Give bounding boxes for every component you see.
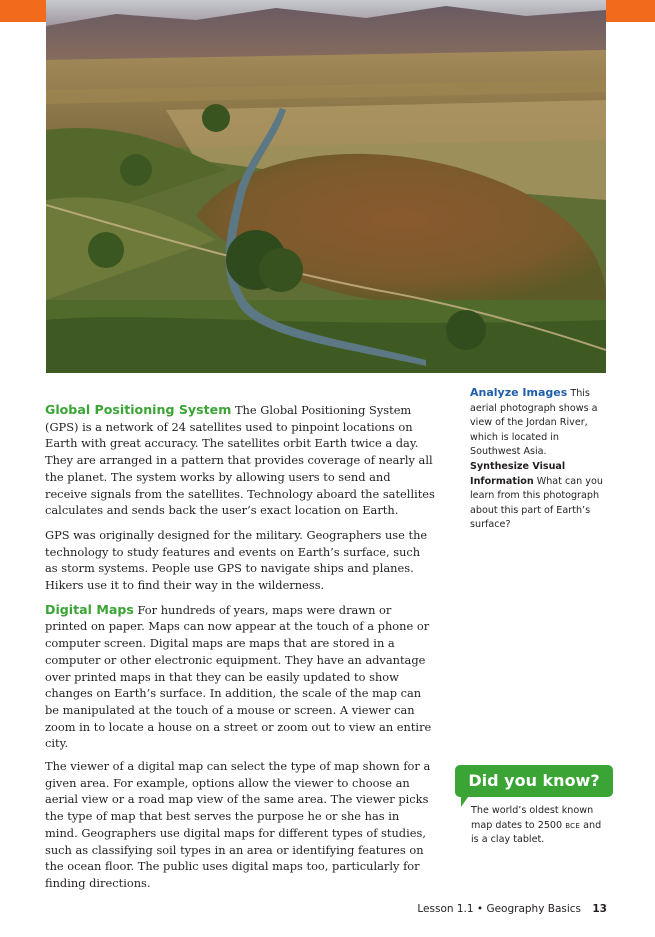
gps-paragraph xyxy=(45,402,435,519)
digital-maps-paragraph xyxy=(45,602,435,752)
main-column xyxy=(45,402,435,900)
did-you-know-badge xyxy=(455,765,613,797)
did-you-know-text xyxy=(471,804,609,848)
did-you-know-title: Did you know? xyxy=(468,771,600,790)
corner-tab-right xyxy=(604,0,655,22)
synthesize-label: Synthesize Visual Information xyxy=(470,460,566,487)
caption-question: What can you learn from this photograph about this part of Earth’s surface? xyxy=(470,475,603,531)
jordan-river-photo xyxy=(46,0,606,373)
digital-maps-paragraph-text: For hundreds of years, maps were drawn or printed on paper. Maps can now appear at the touch of a phone or computer screen. Digital maps are maps that are stored in a computer or other electronic equipment. They have an advantage over printed maps in that they can be easily updated to show changes on Earth’s surface. In addition, the scale of the map can be manipulated at the touch of a mouse or screen. A viewer can zoom in to locate a house on a street or zoom out to view an entire city. xyxy=(45,602,432,751)
digital-maps-heading: Digital Maps xyxy=(45,601,134,617)
page-footer xyxy=(417,903,607,915)
corner-tab-left xyxy=(0,0,46,22)
gps-paragraph-text: The Global Positioning System (GPS) is a network of 24 satellites used to pinpoint locations on Earth with great accuracy. The satellites orbit Earth twice a day. They are arranged in a pattern that provides coverage of nearly all the planet. The system works by allowing users to send and receive signals from the satellites. Technology aboard the satellites calculates and sends back the user’s exact location on Earth. xyxy=(45,403,435,518)
gps-heading: Global Positioning System xyxy=(45,402,232,417)
landscape-illustration xyxy=(46,0,606,373)
analyze-images-caption xyxy=(470,386,608,533)
did-you-know-box xyxy=(455,765,613,848)
analyze-images-label: Analyze Images xyxy=(470,386,568,399)
badge-tail xyxy=(461,797,473,807)
caption-text: This aerial photograph shows a view of the Jordan River, which is located in Southwest Asia. xyxy=(470,388,598,458)
digital-maps-paragraph-2: The viewer of a digital map can select the type of map shown for a given area. For example, options allow the viewer to choose an aerial view or a road map view of the same area. The viewer picks the type of map that best serves the purpose he or she has in mind. Geographers use digital maps for different types of studies, such as classifying soil types in an area or identifying features on the ocean floor. The public uses digital maps too, particularly for finding directions. xyxy=(45,759,431,890)
dyk-text-after: and is a clay tablet. xyxy=(471,819,602,846)
lesson-label: Lesson 1.1 • Geography Basics xyxy=(417,903,582,915)
dyk-era: BCE xyxy=(565,821,581,830)
gps-paragraph-2: GPS was originally designed for the military. Geographers use the technology to study features and events on Earth’s surface, such as storm systems. People use GPS to navigate ships and planes. Hikers use it to find their way in the wilderness. xyxy=(45,527,428,593)
page-number: 13 xyxy=(592,903,607,915)
dyk-text-before: The world’s oldest known map dates to 2500 xyxy=(471,805,594,831)
